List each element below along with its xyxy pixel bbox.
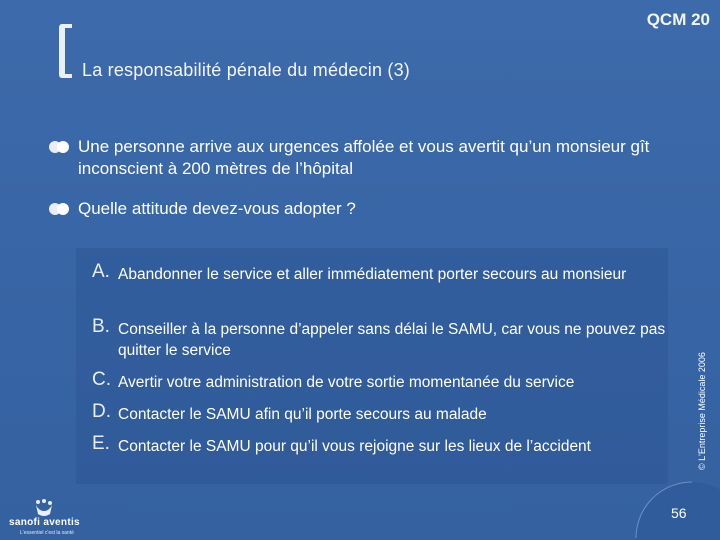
- answer-letter: C.: [92, 369, 111, 390]
- answer-a[interactable]: [92, 261, 672, 285]
- bullet-text: Une personne arrive aux urgences affolée et vous avertit qu’un monsieur gît inconscient à 200 mètres de l’hôpital: [78, 137, 650, 178]
- answer-text: Abandonner le service et aller immédiatement porter secours au monsieur: [118, 266, 627, 283]
- logo-name: sanofi aventis: [9, 517, 80, 528]
- answer-text: Avertir votre administration de votre sortie momentanée du service: [118, 374, 575, 391]
- answer-text: Contacter le SAMU pour qu’il vous rejoigne sur les lieux de l’accident: [118, 438, 591, 455]
- answer-d[interactable]: [92, 401, 672, 425]
- logo-tagline: L'essentiel c'est la santé: [20, 530, 74, 536]
- answer-letter: E.: [92, 433, 110, 454]
- bracket-icon: [58, 22, 74, 80]
- bullet-text: Quelle attitude devez-vous adopter ?: [78, 199, 356, 218]
- answer-e[interactable]: [92, 433, 672, 457]
- answer-text: Conseiller à la personne d’appeler sans délai le SAMU, car vous ne pouvez pas quitter le service: [118, 321, 666, 359]
- qcm-label: QCM 20: [646, 10, 710, 29]
- answer-letter: A.: [92, 261, 110, 282]
- answer-c[interactable]: [92, 369, 672, 393]
- bullet-dot-icon: [48, 140, 70, 154]
- answer-b[interactable]: [92, 316, 672, 361]
- answer-text: Contacter le SAMU afin qu’il porte secours au malade: [118, 406, 487, 423]
- copyright-note: © L'Entreprise Médicale 2006: [697, 352, 707, 470]
- slide-title: La responsabilité pénale du médecin (3): [82, 60, 411, 80]
- bullet-dot-icon: [48, 202, 70, 216]
- answer-letter: D.: [92, 401, 111, 422]
- page-number: 56: [671, 505, 687, 521]
- answer-letter: B.: [92, 316, 110, 337]
